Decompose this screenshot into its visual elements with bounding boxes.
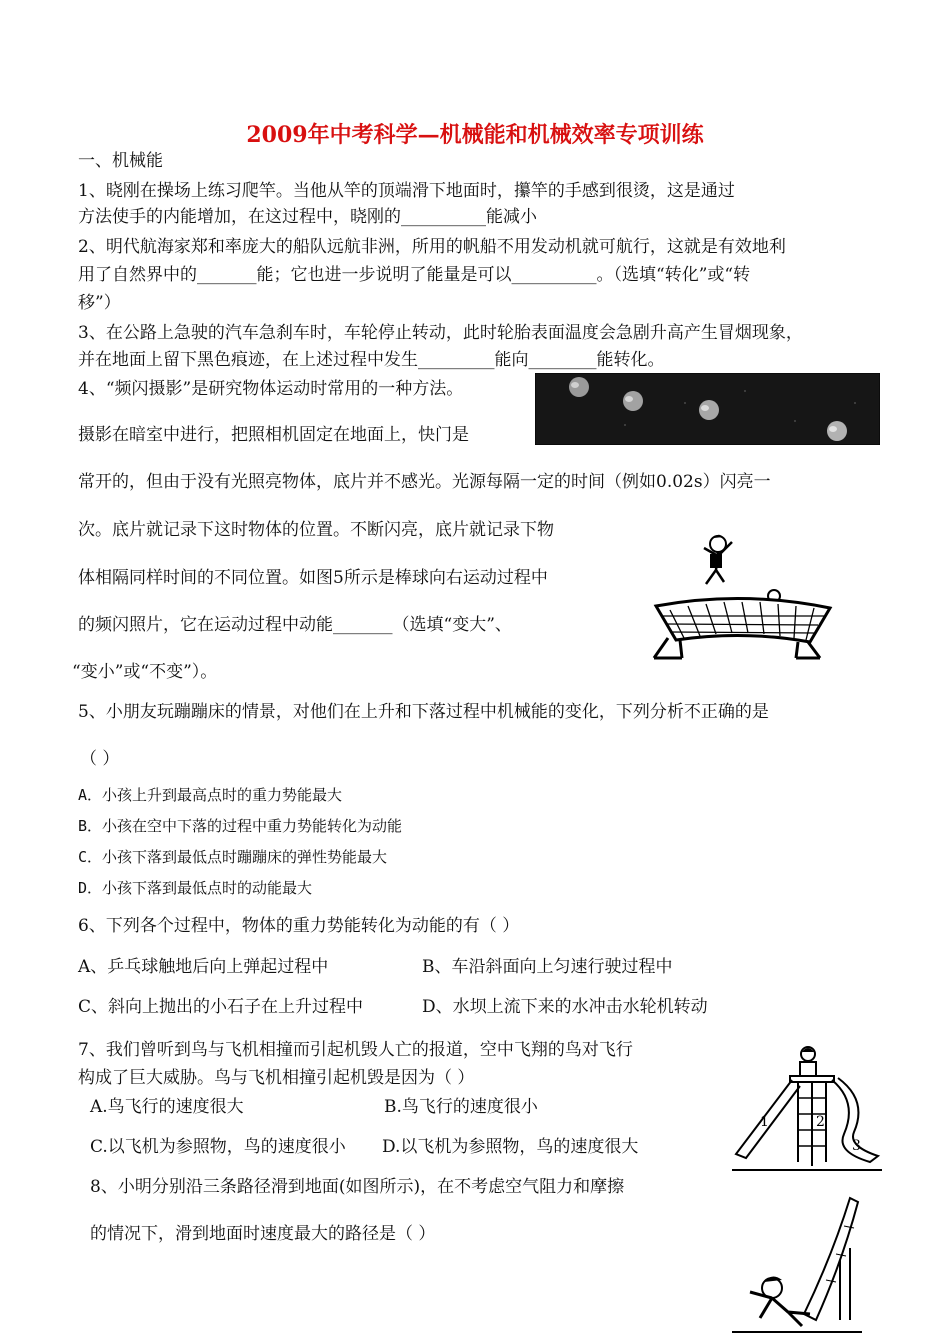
q7-line1: 7、我们曾听到鸟与飞机相撞而引起机毁人亡的报道，空中飞翔的鸟对飞行 bbox=[78, 1040, 633, 1060]
section-heading: 一、机械能 bbox=[78, 151, 163, 171]
q7-option-b: B.鸟飞行的速度很小 bbox=[384, 1097, 538, 1117]
q6-option-a: A、乒乓球触地后向上弹起过程中 bbox=[78, 957, 329, 977]
q2-line3: 移”） bbox=[78, 293, 121, 313]
slide-label-2: 2 bbox=[816, 1114, 825, 1130]
q7-line2: 构成了巨大威胁。鸟与飞机相撞引起机毁是因为（ ） bbox=[78, 1068, 475, 1088]
q5-option-c: C．小孩下落到最低点时蹦蹦床的弹性势能最大 bbox=[78, 848, 388, 866]
q4-line5: 体相隔同样时间的不同位置。如图5所示是棒球向右运动过程中 bbox=[78, 568, 548, 588]
q5-option-b: B．小孩在空中下落的过程中重力势能转化为动能 bbox=[78, 817, 403, 835]
q6-stem: 6、下列各个过程中，物体的重力势能转化为动能的有（ ） bbox=[78, 916, 520, 936]
q2-line1: 2、明代航海家郑和率庞大的船队远航非洲，所用的帆船不用发动机就可航行，这就是有效地利 bbox=[78, 237, 786, 257]
q1-line1: 1、晓刚在操场上练习爬竿。当他从竿的顶端滑下地面时，攥竿的手感到很烫，这是通过 bbox=[78, 181, 735, 201]
page-title: 2009年中考科学—机械能和机械效率专项训练 bbox=[246, 122, 704, 148]
q1-line2: 方法使手的内能增加，在这过程中，晓刚的__________能减小 bbox=[78, 207, 537, 227]
strobe-photo bbox=[535, 373, 880, 445]
q5-blank: （ ） bbox=[80, 749, 120, 769]
q8-line1: 8、小明分别沿三条路径滑到地面(如图所示)，在不考虑空气阻力和摩擦 bbox=[90, 1177, 625, 1197]
q6-option-c: C、斜向上抛出的小石子在上升过程中 bbox=[78, 997, 364, 1017]
q7-option-d: D.以飞机为参照物，鸟的速度很大 bbox=[382, 1137, 639, 1157]
q5-option-d: D．小孩下落到最低点时的动能最大 bbox=[78, 879, 313, 897]
q4-line1: 4、“频闪摄影”是研究物体运动时常用的一种方法。 bbox=[78, 379, 464, 399]
q4-line4: 次。底片就记录下这时物体的位置。不断闪亮，底片就记录下物 bbox=[78, 520, 554, 540]
q3-line1: 3、在公路上急驶的汽车急刹车时，车轮停止转动，此时轮胎表面温度会急剧升高产生冒烟现象， bbox=[78, 323, 803, 343]
q8-line2: 的情况下，滑到地面时速度最大的路径是（ ） bbox=[90, 1224, 436, 1244]
q6-option-d: D、水坝上流下来的水冲击水轮机转动 bbox=[422, 997, 708, 1017]
q4-line3: 常开的，但由于没有光照亮物体，底片并不感光。光源每隔一定的时间（例如0.02s）闪亮一 bbox=[78, 472, 771, 492]
q5-option-a: A．小孩上升到最高点时的重力势能最大 bbox=[78, 786, 343, 804]
q3-line2: 并在地面上留下黑色痕迹，在上述过程中发生_________能向________能转化。 bbox=[78, 350, 665, 370]
q4-line6: 的频闪照片，它在运动过程中动能_______（选填“变大”、 bbox=[78, 615, 512, 635]
slide-label-1: 1 bbox=[760, 1114, 769, 1130]
q4-line2: 摄影在暗室中进行，把照相机固定在地面上，快门是 bbox=[78, 425, 469, 445]
child-sliding-illustration bbox=[732, 1196, 862, 1336]
slide-label-3: 3 bbox=[852, 1138, 861, 1154]
q5-stem: 5、小朋友玩蹦蹦床的情景，对他们在上升和下落过程中机械能的变化，下列分析不正确的是 bbox=[78, 702, 769, 722]
q7-option-a: A.鸟飞行的速度很大 bbox=[90, 1097, 244, 1117]
q6-option-b: B、车沿斜面向上匀速行驶过程中 bbox=[422, 957, 673, 977]
q4-line7: “变小”或“不变”）。 bbox=[72, 662, 218, 682]
q7-option-c: C.以飞机为参照物，鸟的速度很小 bbox=[90, 1137, 346, 1157]
slide-paths-illustration bbox=[732, 1042, 882, 1174]
q2-line2: 用了自然界中的_______能；它也进一步说明了能量是可以__________。（选填“转化”或“转 bbox=[78, 265, 751, 285]
trampoline-illustration bbox=[648, 530, 836, 660]
